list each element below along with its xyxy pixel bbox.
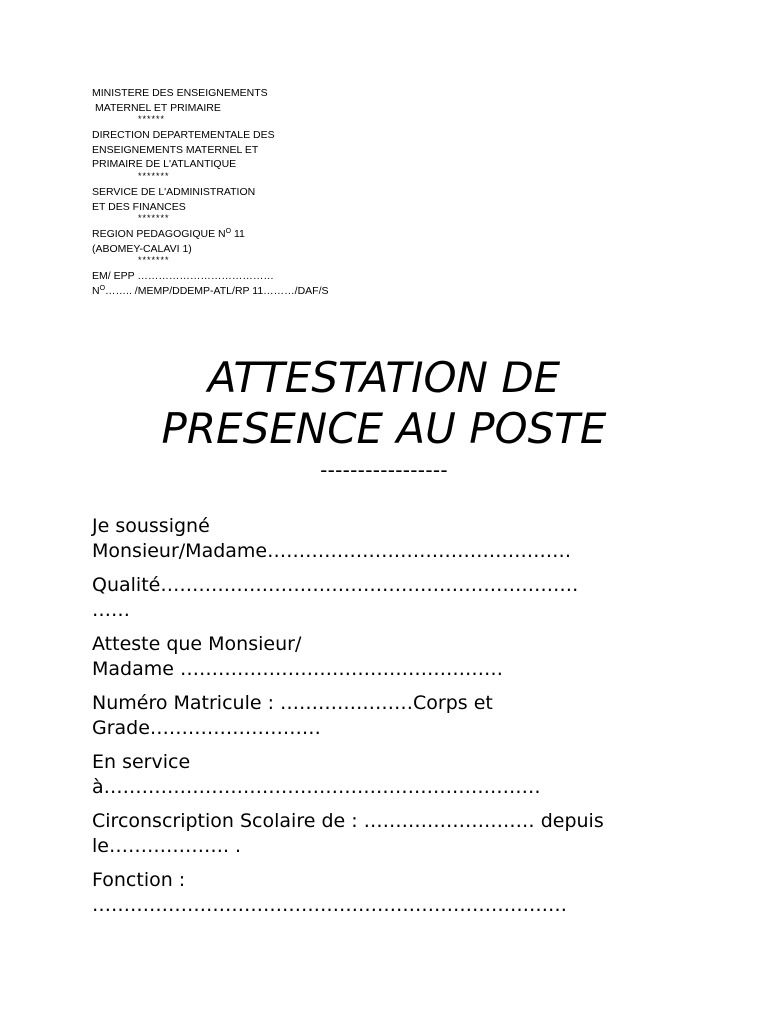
service-label: En service [92, 751, 191, 773]
matricule-field [92, 691, 672, 741]
atteste-field [92, 632, 672, 682]
reference-superscript: O [99, 284, 106, 292]
reference-line [92, 284, 392, 299]
fonction-label: Fonction : [92, 869, 186, 891]
attestation-form [92, 514, 672, 927]
qualite-blank: Qualité………………………………………………………… [92, 574, 579, 596]
fonction-blank: ………………………………………………………………… [92, 894, 567, 916]
grade-blank: Grade……………………… [92, 717, 321, 739]
date-blank: le………………. . [92, 835, 242, 857]
qualite-blank-continued: …… [92, 599, 130, 621]
atteste-name-blank: Madame …………………………………………… [92, 658, 503, 680]
em-epp-line: EM/ EPP ………………………………… [92, 270, 274, 283]
header-separator: ****** [138, 114, 166, 125]
service-field [92, 750, 672, 800]
header-separator: ******* [138, 170, 170, 181]
matricule-corps-blank: Numéro Matricule : …………………Corps et [92, 692, 493, 714]
region-prefix: REGION PEDAGOGIQUE N [92, 228, 226, 241]
soussigne-name-blank: Monsieur/Madame………………………………………… [92, 540, 572, 562]
region-superscript: O [225, 228, 232, 236]
atteste-label: Atteste que Monsieur/ [92, 633, 302, 655]
service-location-blank: à…………………………………………………………… [92, 776, 541, 798]
soussigne-field [92, 514, 672, 564]
direction-line-1: DIRECTION DEPARTEMENTALE DES [92, 129, 275, 142]
administrative-header [92, 86, 392, 299]
ministry-line-1: MINISTERE DES ENSEIGNEMENTS [92, 87, 268, 99]
soussigne-label: Je soussigné [92, 515, 210, 537]
reference-prefix: N [92, 284, 100, 297]
title-underline: ----------------- [320, 458, 448, 482]
region-line-1 [92, 227, 392, 242]
region-line-2: (ABOMEY-CALAVI 1) [92, 242, 192, 255]
title-line-1: ATTESTATION DE [207, 353, 561, 402]
direction-line-3: PRIMAIRE DE L'ATLANTIQUE [92, 158, 237, 171]
document-title [0, 352, 768, 454]
header-separator: ******* [138, 213, 170, 224]
service-line-2: ET DES FINANCES [92, 200, 186, 213]
fonction-field [92, 868, 672, 918]
direction-line-2: ENSEIGNEMENTS MATERNEL ET [92, 143, 259, 156]
header-separator: ******* [138, 255, 170, 266]
ministry-line-2: MATERNEL ET PRIMAIRE [95, 101, 221, 114]
circonscription-field [92, 809, 672, 859]
qualite-field [92, 573, 672, 623]
service-line-1: SERVICE DE L'ADMINISTRATION [92, 185, 256, 198]
circonscription-blank: Circonscription Scolaire de : ……………………… depuis [92, 810, 604, 832]
title-line-2: PRESENCE AU POSTE [161, 404, 607, 453]
region-number: 11 [231, 228, 245, 241]
reference-number: …….. /MEMP/DDEMP-ATL/RP 11………/DAF/S [105, 284, 329, 297]
